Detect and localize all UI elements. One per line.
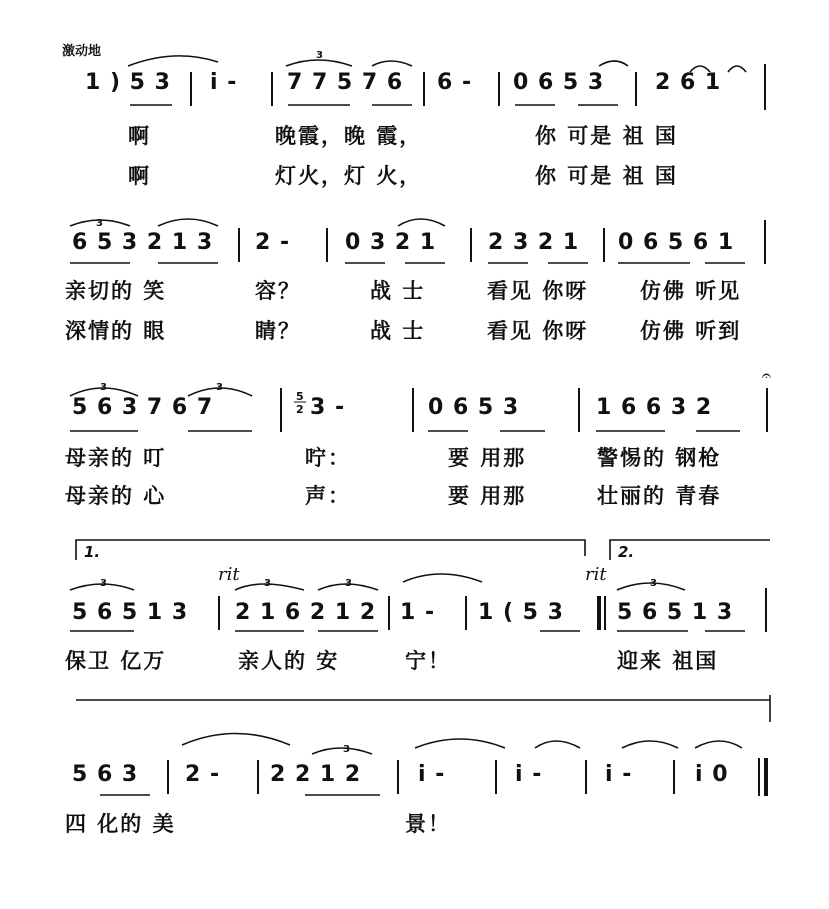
lyric-verse-1: 警惕的 钢枪 [597, 445, 722, 470]
lyric-verse-2: 啊 [128, 163, 151, 188]
svg-text:5: 5 [296, 390, 304, 403]
lyric-line: 宁！ [405, 648, 451, 673]
lyric-verse-2: 母亲的 心 [65, 483, 167, 508]
lyric-verse-1: 晚霞，晚 霞， [275, 123, 423, 148]
lyric-verse-2: 仿佛 听到 [640, 318, 742, 343]
rit-marking-2: rit [585, 564, 607, 585]
svg-text:3: 3 [100, 578, 107, 589]
lyric-line: 景！ [405, 811, 451, 836]
note-group: 5 6 5 1 3 [72, 600, 189, 625]
note-group: 1 6 6 3 2 [596, 395, 713, 420]
note-group: i - [515, 762, 543, 787]
tempo-marking: 激动地 [62, 44, 102, 59]
note-group: 0 3 2 1 [345, 230, 437, 255]
lyric-line: 保卫 亿万 [65, 648, 167, 673]
volta-1-label: 1. [84, 543, 101, 561]
note-group: 2 1 6 2 1 2 [235, 600, 377, 625]
note-group: 0 6 5 3 [513, 70, 605, 95]
note-group: 1 - [400, 600, 436, 625]
lyric-verse-2: 战 士 [370, 318, 426, 343]
note-group: i 0 [695, 762, 729, 787]
note-group: 2 - [185, 762, 221, 787]
lyric-line: 亲人的 安 [238, 648, 340, 673]
lyric-verse-1: 你 可是 祖 国 [535, 123, 678, 148]
lyric-verse-1: 看见 你呀 [487, 278, 589, 303]
lyric-verse-2: 声： [305, 483, 351, 508]
fermata-mark: 𝄐 [762, 366, 771, 385]
lyric-verse-1: 战 士 [370, 278, 426, 303]
svg-text:3: 3 [100, 382, 107, 393]
lyric-verse-2: 灯火，灯 火， [275, 163, 423, 188]
lyric-verse-1: 啊 [128, 123, 151, 148]
note-group: 6 5 3 2 1 3 [72, 230, 214, 255]
svg-text:3: 3 [650, 578, 657, 589]
note-group: 2 - [255, 230, 291, 255]
lyric-verse-1: 要 用那 [448, 445, 527, 470]
volta-2-label: 2. [618, 543, 635, 561]
note-group: 5 6 5 1 3 [617, 600, 734, 625]
note-group: 2 3 2 1 [488, 230, 580, 255]
note-group: i - [210, 70, 238, 95]
note-group: 5 6 3 [72, 762, 139, 787]
lyric-verse-2: 要 用那 [448, 483, 527, 508]
lyric-verse-2: 壮丽的 青春 [597, 483, 722, 508]
note-group: 2 6 1 [655, 70, 722, 95]
note-group: 0 6 5 6 1 [618, 230, 735, 255]
svg-text:3: 3 [343, 744, 350, 755]
note-group: 1 ( 5 3 [478, 600, 564, 625]
svg-text:2: 2 [296, 403, 304, 416]
svg-text:3: 3 [216, 382, 223, 393]
note-group: 3 - [310, 395, 346, 420]
note-group: i - [605, 762, 633, 787]
lyric-verse-2: 深情的 眼 [65, 318, 167, 343]
svg-text:3: 3 [96, 218, 103, 229]
lyric-verse-1: 仿佛 听见 [640, 278, 742, 303]
lyric-line: 迎来 祖国 [617, 648, 719, 673]
lyric-verse-2: 睛？ [255, 318, 301, 343]
note-group: i - [418, 762, 446, 787]
note-group: 2 2 1 2 [270, 762, 362, 787]
lyric-verse-2: 你 可是 祖 国 [535, 163, 678, 188]
note-group: 1 ) 5 3 [85, 70, 171, 95]
lyric-verse-1: 咛： [305, 445, 351, 470]
svg-text:3: 3 [264, 578, 271, 589]
note-group: 5 6 3 7 6 7 [72, 395, 214, 420]
svg-text:3: 3 [316, 50, 323, 61]
note-group: 6 - [437, 70, 473, 95]
svg-text:3: 3 [345, 578, 352, 589]
lyric-verse-2: 看见 你呀 [487, 318, 589, 343]
lyric-verse-1: 母亲的 叮 [65, 445, 167, 470]
lyric-verse-1: 容？ [255, 278, 301, 303]
lyric-line: 四 化的 美 [65, 811, 176, 836]
note-group: 0 6 5 3 [428, 395, 520, 420]
lyric-verse-1: 亲切的 笑 [65, 278, 167, 303]
rit-marking-1: rit [218, 564, 240, 585]
note-group: 7 7 5 7 6 [287, 70, 404, 95]
